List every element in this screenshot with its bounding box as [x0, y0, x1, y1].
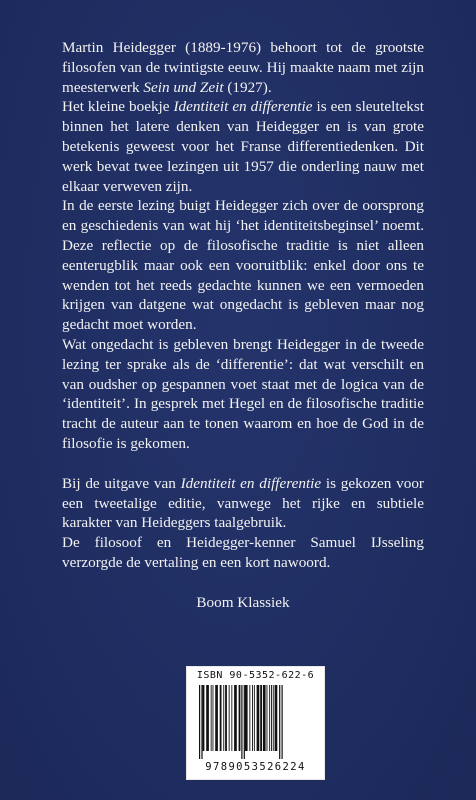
- title-identiteit-2: Identiteit en differentie: [180, 474, 322, 492]
- barcode-guard-bar: [199, 685, 200, 759]
- barcode-bar: [229, 685, 230, 751]
- barcode-bar: [211, 685, 212, 751]
- barcode-bar: [257, 685, 260, 751]
- barcode-bar: [252, 685, 253, 751]
- barcode-bars: [195, 685, 316, 759]
- barcode-bar: [203, 685, 205, 751]
- barcode-bar: [263, 685, 266, 751]
- blurb-text: [62, 38, 424, 613]
- barcode-bar: [215, 685, 218, 751]
- barcode-guard-bar: [279, 685, 280, 759]
- barcode-bar: [260, 685, 262, 751]
- isbn-label: ISBN 90-5352-622-6: [196, 670, 315, 681]
- barcode-bar: [231, 685, 232, 751]
- barcode-bar: [249, 685, 250, 751]
- publisher-name: Boom Klassiek: [196, 593, 290, 611]
- barcode-bar: [254, 685, 255, 751]
- barcode-bar: [267, 685, 268, 751]
- paragraph-second-lecture: Wat ongedacht is gebleven brengt Heidegger in de tweede lezing ter sprake als de ‘differentie’: dat wat verschilt en van oudsher op gespannen voet staat met de logica van de ‘identiteit’. In gesprek met Hegel en de filosofische traditie tracht de auteur aan te tonen waarom en hoe de God in de filosofie is gekomen.: [62, 335, 424, 452]
- barcode-bar: [206, 685, 209, 751]
- title-sein-und-zeit: Sein und Zeit: [143, 78, 224, 96]
- paragraph-translator: De filosoof en Heidegger-kenner Samuel IJsseling verzorgde de vertaling en een kort nawoord.: [62, 534, 424, 571]
- barcode-bar: [223, 685, 224, 751]
- title-identiteit: Identiteit en differentie: [173, 98, 313, 116]
- barcode-bar: [213, 685, 214, 751]
- barcode-guard-bar: [201, 685, 202, 759]
- barcode-bar: [239, 685, 241, 751]
- barcode-bar: [220, 685, 222, 751]
- barcode-bar: [275, 685, 278, 751]
- paragraph-book: Het kleine boekje Identiteit en differentie is een sleuteltekst binnen het latere denken van Heidegger en is van grote betekenis geweest voor het Franse differentiedenken. Dit werk bevat twee lezingen uit 1957 die onderling nauw met elkaar verweven zijn.: [62, 98, 424, 195]
- barcode-bar: [271, 685, 272, 751]
- barcode-bar: [225, 685, 227, 751]
- paragraph-first-lecture: In de eerste lezing buigt Heidegger zich over de oorsprong en geschiedenis van wat hij ‘het identiteitsbeginsel’ noemt. Deze reflectie op de filosofische traditie is niet alleen eenterugblik maar ook een vooruitblik: enkel door ons te wenden tot het reeds gedachte kunnen we een vermoeden krijgen van datgene wat ongedacht is gebleven maar nog gedacht moet worden.: [62, 197, 424, 334]
- barcode-guard-bar: [282, 685, 283, 759]
- barcode-guard-bar: [244, 685, 245, 759]
- ean-number: 9789053526224: [205, 761, 306, 773]
- paragraph-edition: Bij de uitgave van Identiteit en differentie is gekozen voor een tweetalige editie, vanwege het rijke en subtiele karakter van Heideggers taalgebruik.: [62, 474, 424, 532]
- barcode-bar: [273, 685, 274, 751]
- barcode-bar: [269, 685, 270, 751]
- barcode-bar: [245, 685, 248, 751]
- barcode-bar: [234, 685, 237, 751]
- paragraph-intro: Martin Heidegger (1889-1976) behoort tot de grootste filosofen van de twintigste eeuw. Hij maakte naam met zijn meesterwerk Sein und Zeit (1927).: [62, 39, 424, 96]
- barcode-guard-bar: [241, 685, 242, 759]
- barcode-box: [186, 666, 325, 780]
